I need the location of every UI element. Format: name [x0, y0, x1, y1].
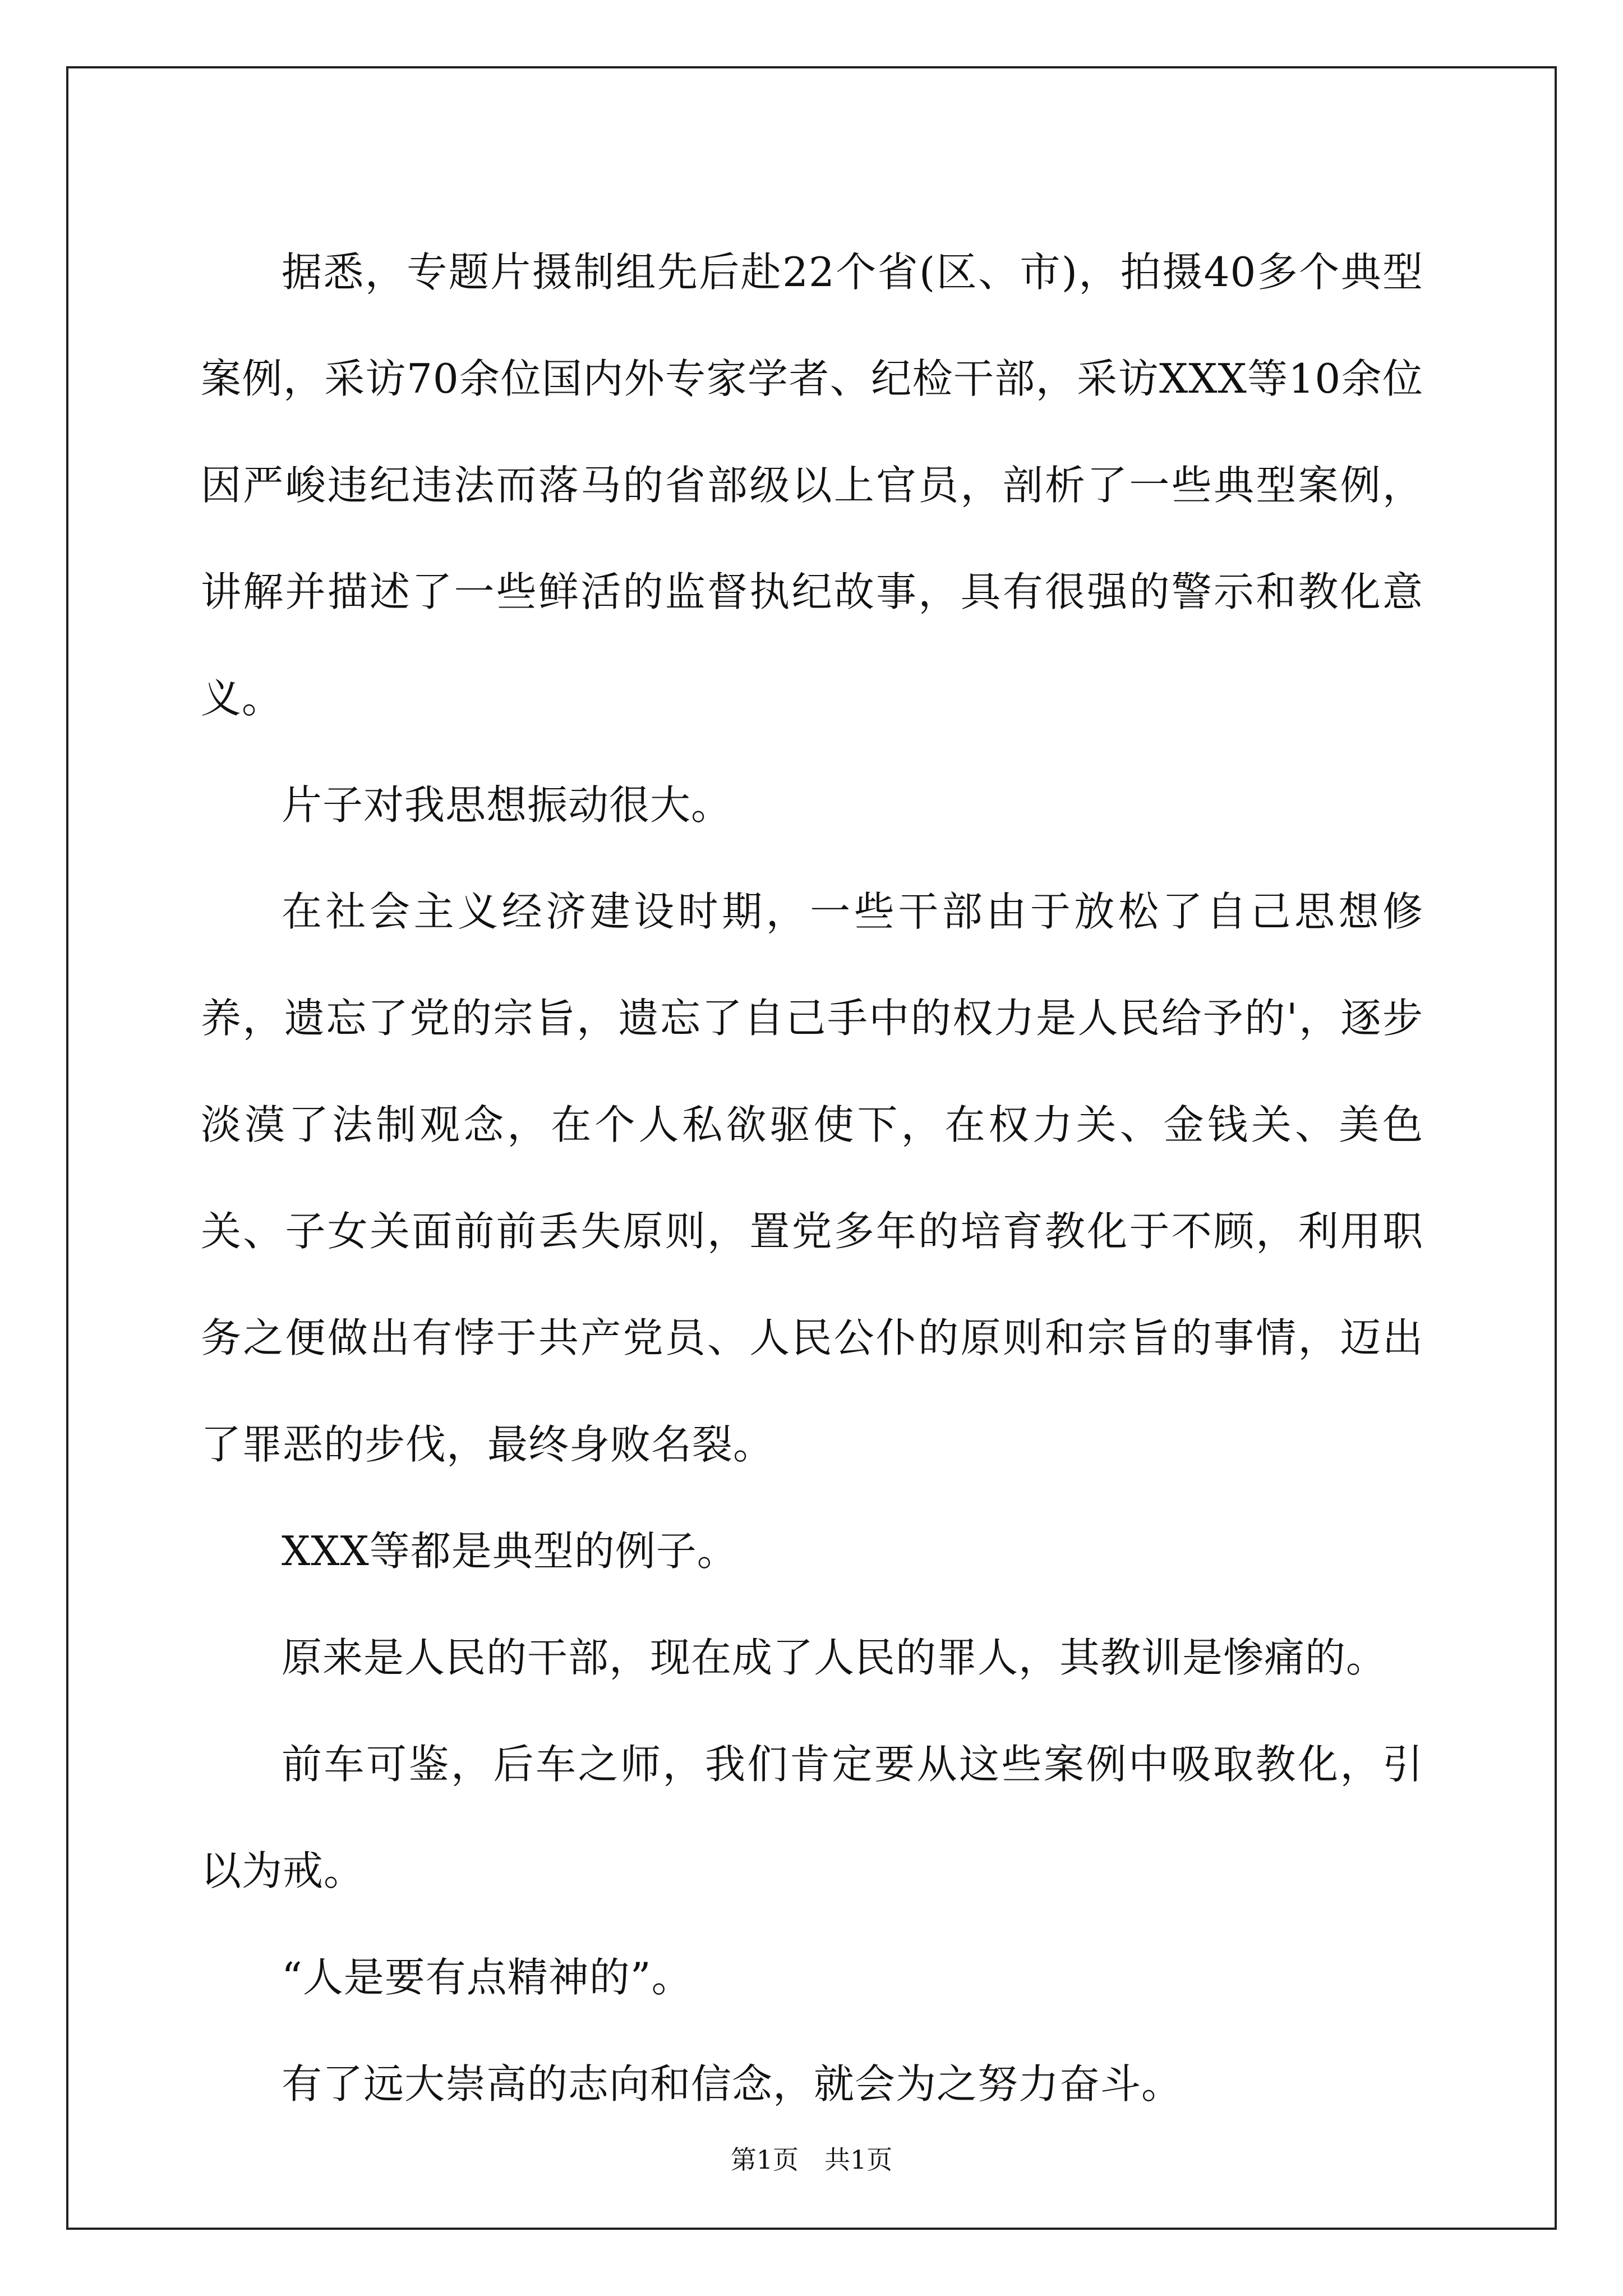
paragraph-5: 原来是人民的干部，现在成了人民的罪人，其教训是惨痛的。: [282, 1634, 1387, 1681]
paragraph-2: 片子对我思想振动很大。: [282, 781, 732, 829]
paragraph-4: XXX等都是典型的例子。: [282, 1527, 738, 1575]
paragraph-3: 在社会主义经济建设时期，一些干部由于放松了自己思想修养，遗忘了党的宗旨，遗忘了自己手中的权力是人民给予的'，逐步淡漠了法制观念，在个人私欲驱使下，在权力关、金钱关、美色关、子女关面前前丢失原则，置党多年的培育教化于不顾，利用职务之便做出有悖于共产党员、人民公仆的原则和宗旨的事情，迈出了罪恶的步伐，最终身败名裂。: [201, 888, 1423, 1468]
paragraph-8: 有了远大崇高的志向和信念，就会为之努力奋斗。: [282, 2060, 1183, 2108]
paragraph-1: 据悉，专题片摄制组先后赴22个省(区、市)，拍摄40多个典型案例，采访70余位国内外专家学者、纪检干部，采访XXX等10余位因严峻违纪违法而落马的省部级以上官员，剖析了一些典型案例，讲解并描述了一些鲜活的监督执纪故事，具有很强的警示和教化意义。: [201, 249, 1423, 722]
document-body: [201, 219, 1423, 2137]
page-footer: 第1页 共1页: [730, 2145, 893, 2175]
paragraph-6: 前车可鉴，后车之师，我们肯定要从这些案例中吸取教化，引以为戒。: [201, 1741, 1423, 1894]
paragraph-7: “人是要有点精神的”。: [282, 1954, 693, 2001]
